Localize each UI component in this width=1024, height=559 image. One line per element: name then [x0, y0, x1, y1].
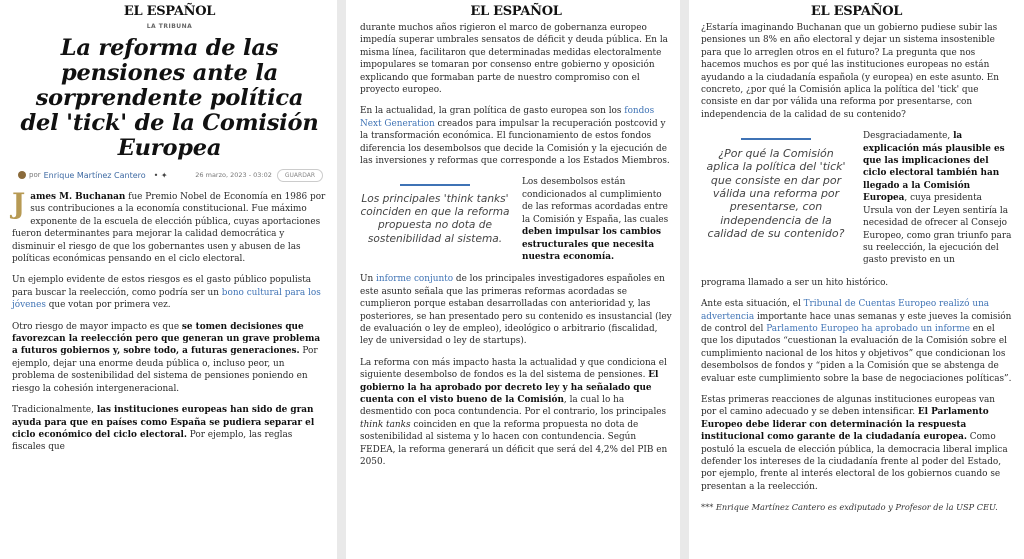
paragraph [360, 273, 672, 347]
paragraph-bold: El Parlamento Europeo debe liderar con determinación la respuesta institucional como garante de la ciudadanía europea. [701, 407, 989, 443]
paragraph [12, 187, 327, 265]
paragraph-text: En la actualidad, la gran política de gasto europea son los [360, 106, 625, 117]
tribunal-cuentas-link[interactable]: Tribunal de Cuentas Europeo realizó una advertencia [701, 299, 990, 322]
paragraph-text: creados para impulsar la recuperación postcovid y la transformación económica. El funcionamiento de estos fondos diferencia los desembolsos que decide la Comisión y la ejecución de las inversiones y reformas que corresponde a los Estados Miembros. [360, 118, 670, 167]
paragraph-text: de los principales investigadores españoles en este asunto señala que las primeras reformas acordadas se cumplieron porque estaban desarrolladas con anterioridad y, las posteriores, se han presentado pero su contenido es insustancial (ley de evaluación o ley de empleo), ideológico o arbitrario (fiscalidad, ley de universidad o ley de startups). [360, 274, 672, 347]
paragraph [701, 298, 1012, 385]
article-column-3 [689, 0, 1024, 559]
pull-quote-text: Los principales 'think tanks' coinciden en que la reforma propuesta no dota de sostenibilidad al sistema. [360, 192, 510, 245]
paragraph-bold: El gobierno la ha aprobado por decreto ley y ha señalado que cuenta con el visto bueno de la Comisión [360, 370, 659, 405]
paragraph-text: , la cual lo ha desmentido con poca contundencia. Por el contrario, los principales [360, 394, 667, 418]
pull-quote-text: ¿Por qué la Comisión aplica la política del 'tick' que consiste en dar por válida una reforma por presentarse, con independencia de la calidad de su contenido? [706, 146, 846, 241]
paragraph: ¿Estaría imaginando Buchanan que un gobierno pudiese subir las pensiones un 8% en año electoral y dejar un sistema insostenible para que lo arreglen otros en el futuro? La pregunta que nos hacemos muchos es por qué las instituciones europeas no están ayudando a la ciudadanía española (y europea) en este asunto. En concreto, ¿por qué la Comisión aplica la política del 'tick' que consiste en dar por válida una reforma por presentarse, con independencia de la calidad de su contenido? [701, 23, 1000, 120]
quote-row [360, 176, 672, 263]
paragraph [12, 404, 327, 454]
paragraph [12, 321, 327, 395]
paragraph [701, 394, 1012, 493]
paragraph [522, 176, 672, 263]
paragraph-text: Los desembolsos están condicionados al cumplimiento de las reformas acordadas entre la Comisión y España, las cuales [522, 177, 669, 225]
byline-prefix: por [29, 171, 41, 179]
paragraph-bold: deben impulsar los cambios estructurales que necesita nuestra economía. [522, 227, 661, 262]
lead-name: ames M. Buchanan [30, 192, 126, 202]
site-logo[interactable]: EL ESPAÑOL [810, 4, 903, 19]
site-logo[interactable]: EL ESPAÑOL [123, 4, 216, 19]
paragraph-text: importante hace unas semanas y este jueves la comisión de control del [701, 311, 1012, 334]
fondos-next-generation-link[interactable]: fondos Next Generation [360, 106, 655, 129]
quote-row [701, 130, 1012, 266]
paragraph [863, 130, 1012, 266]
article-column-2 [346, 0, 680, 559]
paragraph-text: Ante esta situación, el [701, 299, 804, 310]
byline [18, 167, 323, 183]
paragraph-text: Desgraciadamente, [863, 131, 954, 142]
author-avatar [18, 171, 26, 179]
paragraph-text: Tradicionalmente, [12, 405, 97, 416]
paragraph-text: Estas primeras reacciones de algunas instituciones europeas van por el camino adecuado y se deben intensificar. [701, 394, 995, 418]
author-link[interactable]: Enrique Martínez Cantero [43, 170, 146, 180]
paragraph-bold: las instituciones europeas han sido de gran ayuda para que en países como España se pudiera separar el ciclo económico del ciclo electoral. [12, 405, 315, 440]
paragraph-italic: think tanks [360, 419, 411, 430]
paragraph-text: Otro riesgo de mayor impacto es que [12, 321, 182, 332]
paragraph-bold: se tomen decisiones que favorezcan la reelección pero que generan un grave problema a futuros gobiernos y, sobre todo, a futuras generaciones. [12, 321, 321, 357]
author-signoff: *** Enrique Martínez Cantero es exdiputado y Profesor de la USP CEU. [701, 502, 998, 513]
paragraph [360, 357, 672, 469]
paragraph-text: coinciden en que la reforma propuesta no dota de sostenibilidad al sistema y lo hacen con contundencia. Según FEDEA, la reforma generará un déficit que será del 4,2% del PIB en 2050. [360, 419, 668, 467]
site-logo[interactable]: EL ESPAÑOL [470, 4, 562, 19]
parlamento-informe-link[interactable]: Parlamento Europeo ha aprobado un informe [766, 323, 970, 334]
paragraph-text: Un ejemplo evidente de estos riesgos es el gasto público populista para buscar la reelección, como podría ser un [12, 275, 312, 298]
paragraph-text: La reforma con más impacto hasta la actualidad y que condiciona el siguiente desembolso de fondos es la del sistema de pensiones. [360, 357, 667, 381]
paragraph-text: Un [360, 274, 377, 285]
dropcap: J [12, 187, 26, 220]
pull-quote [360, 176, 510, 263]
article-column-1 [0, 0, 337, 559]
quote-rule [741, 138, 811, 140]
paragraph-text: , cuya presidenta Ursula von der Leyen sentiría la necesidad de ofrecer al Consejo Europeo, como gran triunfo para su reelección, la ejecución del gasto previsto en un [863, 193, 1012, 266]
section-tag[interactable]: LA TRIBUNA [146, 23, 193, 30]
paragraph-text: que votan por primera vez. [45, 300, 171, 311]
paragraph [12, 274, 327, 311]
publish-date: 26 marzo, 2023 - 03:02 [195, 171, 272, 179]
informe-conjunto-link[interactable]: informe conjunto [376, 274, 454, 285]
paragraph: programa llamado a ser un hito histórico. [701, 277, 889, 288]
paragraph-bold: la explicación más plausible es que las implicaciones del ciclo electoral también han llegado a la Comisión Europea [863, 131, 1005, 204]
paragraph [360, 105, 672, 167]
twitter-icon[interactable]: • ✦ [153, 170, 168, 180]
pull-quote [701, 130, 851, 266]
quote-rule [400, 184, 470, 186]
save-button[interactable]: GUARDAR [277, 169, 323, 182]
paragraph-text: Por ejemplo, las reglas fiscales que [12, 429, 293, 453]
paragraph: durante muchos años rigieron el marco de gobernanza europeo impedía superar umbrales sensatos de déficit y deuda pública. En la misma línea, facilitaron que determinadas medidas electoralmente impopulares se tomaran por consenso entre gobierno y oposición explicando que formaban parte de nuestro compromiso con el proyecto europeo. [360, 23, 668, 96]
bono-cultural-link[interactable]: bono cultural para los jóvenes [12, 287, 321, 311]
paragraph-text: Por ejemplo, dejar una enorme deuda pública o, incluso peor, un problema de sostenibilidad del sistema de pensiones poniendo en riesgo la cohesión intergeneracional. [12, 346, 318, 394]
paragraph-text: fue Premio Nobel de Economía en 1986 por sus contribuciones a la economía constitucional. Fue máximo exponente de la escuela de elección pública, cuyas aportaciones fueron determinantes para mejorar la calidad democrática y disminuir el riesgo de que los gobernantes usen y abusen de las políticas económicas pensando en el ciclo electoral. [12, 192, 326, 265]
paragraph-text: en el que los diputados “cuestionan la evaluación de la Comisión sobre el cumplimiento nacional de los hitos y objetivos” que condicionan los desembolsos de fondos y “piden a la Comisión que se abstenga de evaluar este cumplimiento sobre la base de negociaciones políticas”. [701, 323, 1012, 384]
paragraph-text: Como postuló la escuela de elección pública, la democracia liberal implica defender los intereses de la ciudadanía frente al poder del Estado, por ejemplo, frente al interés electoral de los gobiernos cuando se presentan a la reelección. [701, 432, 1008, 492]
article-headline: La reforma de las pensiones ante la sorprendente política del 'tick' de la Comisión Europea [20, 35, 319, 161]
